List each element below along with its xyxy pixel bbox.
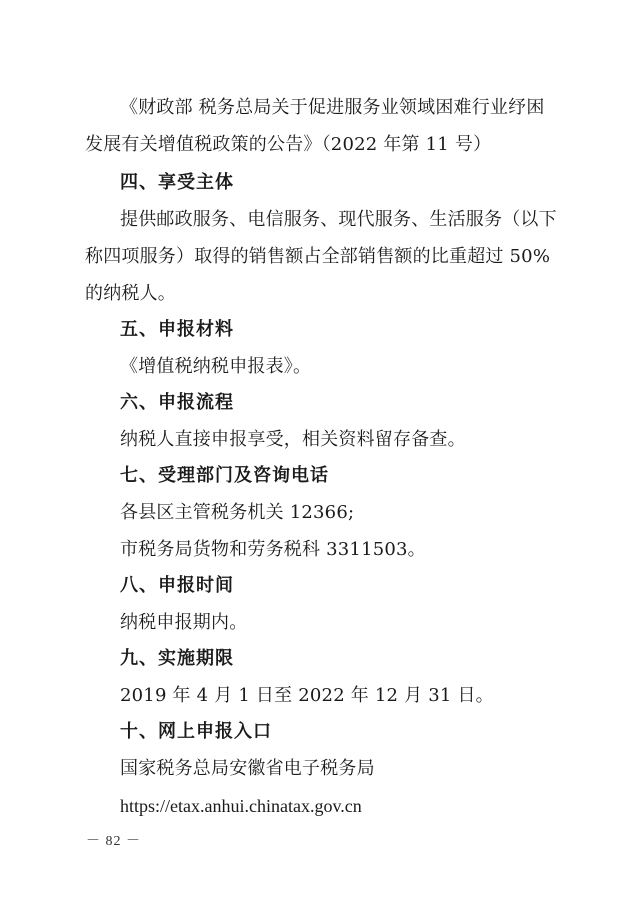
text-line-3: 提供邮政服务、电信服务、现代服务、生活服务（以下 — [120, 209, 557, 230]
text-line-12: 国家税务总局安徽省电子税务局 — [120, 758, 375, 779]
text-line-5: 的纳税人。 — [85, 283, 176, 304]
e-tax-url-link[interactable]: https://etax.anhui.chinatax.gov.cn — [120, 796, 362, 816]
text-line-4: 称四项服务）取得的销售额占全部销售额的比重超过 50% — [85, 246, 551, 267]
text-line-11: 2019 年 4 月 1 日至 2022 年 12 月 31 日。 — [120, 685, 494, 706]
text-line-2: 发展有关增值税政策的公告》（2022 年第 11 号） — [85, 134, 492, 155]
page-number: － 82 － — [86, 834, 141, 849]
section-heading-7: 七、受理部门及咨询电话 — [120, 465, 329, 486]
text-line-6: 《增值税纳税申报表》。 — [120, 356, 312, 377]
section-heading-9: 九、实施期限 — [120, 648, 234, 669]
section-heading-8: 八、申报时间 — [120, 575, 234, 596]
text-line-1: 《财政部 税务总局关于促进服务业领域困难行业纾困 — [120, 97, 545, 118]
section-heading-4: 四、享受主体 — [120, 172, 234, 193]
section-heading-10: 十、网上申报入口 — [120, 721, 272, 742]
text-line-10: 纳税申报期内。 — [120, 612, 248, 633]
section-heading-6: 六、申报流程 — [120, 392, 234, 413]
text-line-7: 纳税人直接申报享受，相关资料留存备查。 — [120, 429, 466, 450]
text-line-9: 市税务局货物和劳务税科 3311503。 — [120, 539, 426, 560]
section-heading-5: 五、申报材料 — [120, 319, 234, 340]
text-line-8: 各县区主管税务机关 12366; — [120, 502, 355, 523]
